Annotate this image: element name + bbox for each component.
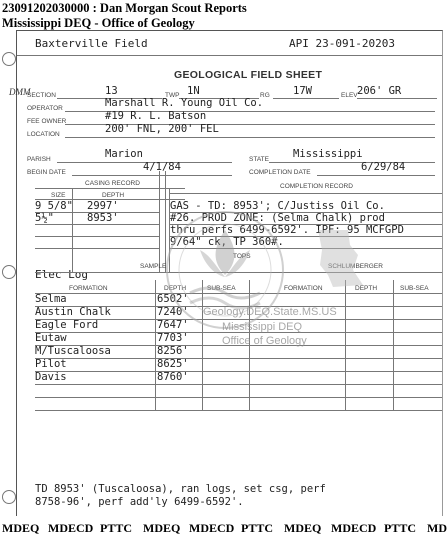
location-value: 200' FNL, 200' FEL	[105, 123, 219, 135]
subsea-col-header: SUB-SEA	[400, 285, 429, 292]
casing-size: 5½"	[35, 212, 54, 224]
underline	[35, 358, 442, 359]
punch-hole	[2, 52, 16, 66]
formation-col-header: FORMATION	[69, 285, 108, 292]
api-number: API 23-091-20203	[289, 37, 395, 50]
formation-depth: 8625'	[157, 358, 189, 370]
underline	[35, 384, 442, 385]
underline	[65, 137, 435, 138]
watermark-url: Geology.DEQ.State.MS.US	[203, 306, 337, 318]
divider	[17, 55, 442, 56]
remarks-line: 8758-96', perf add'ly 6499-6592'.	[35, 496, 244, 508]
sample-label: SAMPLE	[140, 263, 167, 270]
formation-depth: 7703'	[157, 332, 189, 344]
watermark-office: Office of Geology	[222, 335, 307, 347]
operator-value: Marshall R. Young Oil Co.	[105, 97, 264, 109]
completion-line: 9/64" ck, TP 360#.	[170, 236, 284, 248]
watermark-org: Mississippi DEQ	[222, 321, 303, 333]
formation-name: Selma	[35, 293, 67, 305]
formation-name: Austin Chalk	[35, 306, 111, 318]
formation-col-header: FORMATION	[284, 285, 323, 292]
punch-hole	[2, 490, 16, 504]
casing-depth: 8953'	[87, 212, 119, 224]
footer-item: MDEQ	[143, 521, 181, 535]
section-label: SECTION	[27, 92, 56, 99]
underline	[273, 98, 339, 99]
formation-name: Eutaw	[35, 332, 67, 344]
footer-item: PTTC	[241, 521, 274, 535]
underline	[72, 175, 232, 176]
footer-item: MDEQ	[2, 521, 40, 535]
divider	[169, 193, 442, 194]
section-value: 13	[105, 85, 118, 97]
elev-value: 206' GR	[357, 85, 402, 97]
begin-date-label: BEGIN DATE	[27, 169, 66, 176]
formation-depth: 8760'	[157, 371, 189, 383]
subsea-col-header: SUB-SEA	[207, 285, 236, 292]
casing-depth: 2997'	[87, 200, 119, 212]
footer-item: MDECD	[189, 521, 235, 535]
footer-item: MDECD	[331, 521, 377, 535]
elev-label: ELEV	[341, 92, 358, 99]
field-name: Baxterville Field	[35, 37, 148, 50]
footer-item: PTTC	[384, 521, 417, 535]
remarks-line: TD 8953' (Tuscaloosa), ran logs, set csg, perf	[35, 483, 326, 495]
parish-value: Marion	[105, 148, 143, 160]
report-title: 23091202030000 : Dan Morgan Scout Reports	[2, 1, 247, 15]
begin-date-value: 4/1/84	[143, 161, 181, 173]
underline	[269, 162, 435, 163]
depth-col-header: DEPTH	[164, 285, 187, 292]
formation-name: Pilot	[35, 358, 67, 370]
completion-date-value: 6/29/84	[361, 161, 406, 173]
completion-line: #26. PROD ZONE: (Selma Chalk) prod	[170, 212, 385, 224]
underline	[35, 410, 442, 411]
tops-label: TOPS	[233, 253, 251, 260]
underline	[35, 371, 442, 372]
initials: DMM	[9, 87, 31, 97]
size-label: SIZE	[51, 192, 66, 199]
completion-date-label: COMPLETION DATE	[249, 169, 311, 176]
completion-line: GAS - TD: 8953'; C/Justiss Oil Co.	[170, 200, 385, 212]
divider	[35, 188, 185, 189]
log-type: Elec Log	[35, 268, 88, 281]
footer-item: MDECD	[48, 521, 94, 535]
fee-owner-value: #19 R. L. Batson	[105, 110, 207, 122]
footer-item: PTTC	[100, 521, 133, 535]
punch-hole	[2, 265, 16, 279]
state-value: Mississippi	[293, 148, 363, 160]
fee-owner-label: FEE OWNER	[27, 118, 67, 125]
formation-name: Davis	[35, 371, 67, 383]
formation-name: Eagle Ford	[35, 319, 99, 331]
footer-item: MD	[427, 521, 447, 535]
underline	[35, 248, 159, 249]
mississippi-state-watermark	[298, 225, 378, 295]
casing-record-label: CASING RECORD	[85, 180, 140, 187]
sheet-title: GEOLOGICAL FIELD SHEET	[174, 69, 323, 81]
underline	[35, 236, 159, 237]
schlumberger-label: SCHLUMBERGER	[328, 263, 383, 270]
formation-depth: 6502'	[157, 293, 189, 305]
underline	[35, 224, 159, 225]
formation-depth: 7240'	[157, 306, 189, 318]
twp-label: TWP	[165, 92, 180, 99]
location-label: LOCATION	[27, 131, 60, 138]
rg-label: RG	[260, 92, 270, 99]
casing-size: 9 5/8"	[35, 200, 73, 212]
state-label: STATE	[249, 156, 269, 163]
report-source: Mississippi DEQ - Office of Geology	[2, 16, 195, 30]
depth-col-header: DEPTH	[355, 285, 378, 292]
underline	[357, 98, 437, 99]
rg-value: 17W	[293, 85, 312, 97]
completion-line: thru perfs 6499-6592'. IPF: 95 MCFGPD	[170, 224, 404, 236]
parish-label: PARISH	[27, 156, 51, 163]
underline	[317, 175, 435, 176]
completion-record-label: COMPLETION RECORD	[280, 183, 353, 190]
formation-depth: 8256'	[157, 345, 189, 357]
footer-item: MDEQ	[284, 521, 322, 535]
underline	[35, 397, 442, 398]
twp-value: 1N	[187, 85, 200, 97]
formation-depth: 7647'	[157, 319, 189, 331]
operator-label: OPERATOR	[27, 105, 63, 112]
formation-name: M/Tuscaloosa	[35, 345, 111, 357]
depth-label: DEPTH	[102, 192, 125, 199]
